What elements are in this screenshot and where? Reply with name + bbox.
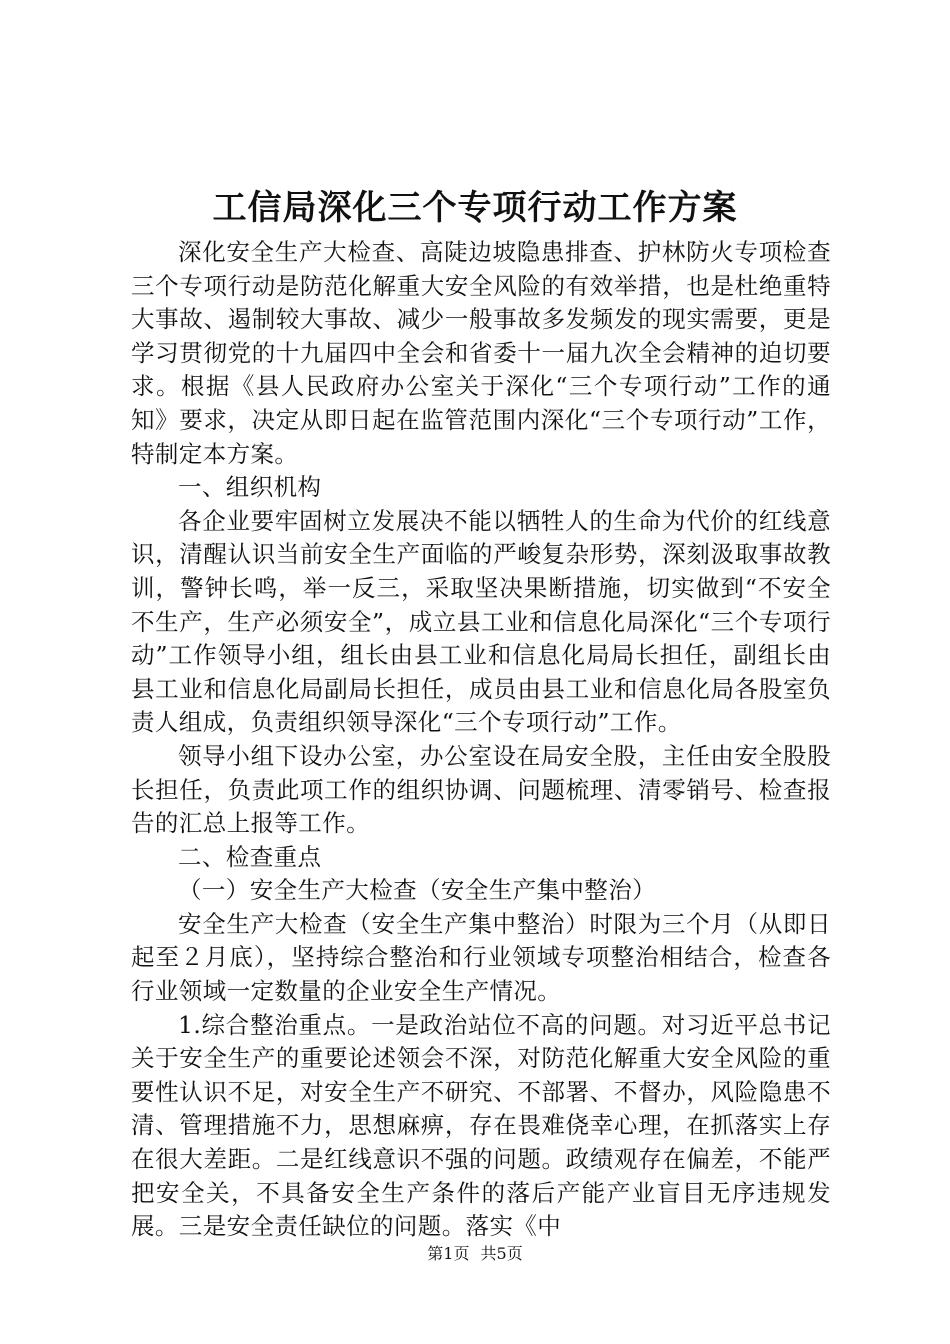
page-footer <box>0 1244 950 1264</box>
page-total: 共5页 <box>480 1244 523 1263</box>
intro-paragraph: 深化安全生产大检查、高陡边坡隐患排查、护林防火专项检查三个专项行动是防范化解重大安全风险的有效举措，也是杜绝重特大事故、遏制较大事故、减少一般事故多发频发的现实需要，更是学习贯彻党的十九届四中全会和省委十一届九次全会精神的迫切要求。根据《县人民政府办公室关于深化“三个专项行动”工作的通知》要求，决定从即日起在监管范围内深化“三个专项行动”工作，特制定本方案。 <box>131 238 831 468</box>
document-title: 工信局深化三个专项行动工作方案 <box>212 188 738 228</box>
page-number: 第1页 <box>427 1244 470 1263</box>
safety-check-paragraph: 安全生产大检查（安全生产集中整治）时限为三个月（从即日起至２月底），坚持综合整治和行业领域专项整治相结合，检查各行业领域一定数量的企业安全生产情况。 <box>131 909 831 1006</box>
organization-paragraph: 各企业要牢固树立发展决不能以牺牲人的生命为代价的红线意识，清醒认识当前安全生产面临的严峻复杂形势，深刻汲取事故教训，警钟长鸣，举一反三，采取坚决果断措施，切实做到“不安全不生产，生产必须安全”，成立县工业和信息化局深化“三个专项行动”工作领导小组，组长由县工业和信息化局局长担任，副组长由县工业和信息化局副局长担任，成员由县工业和信息化局各股室负责人组成，负责组织领导深化“三个专项行动”工作。 <box>131 506 831 737</box>
office-paragraph: 领导小组下设办公室，办公室设在局安全股，主任由安全股股长担任，负责此项工作的组织协调、问题梳理、清零销号、检查报告的汇总上报等工作。 <box>131 741 831 838</box>
document-body <box>131 236 831 1244</box>
section-heading-organization: 一、组织机构 <box>178 473 322 502</box>
focus-paragraph: 1.综合整治重点。一是政治站位不高的问题。对习近平总书记关于安全生产的重要论述领会不深，对防范化解重大安全风险的重要性认识不足，对安全生产不研究、不部署、不督办，风险隐患不清、管理措施不力，思想麻痹，存在畏难侥幸心理，在抓落实上存在很大差距。二是红线意识不强的问题。政绩观存在偏差，不能严把安全关，不具备安全生产条件的落后产能产业盲目无序违规发展。三是安全责任缺位的问题。落实《中 <box>131 1010 831 1241</box>
subsection-heading-safety-check: （一）安全生产大检查（安全生产集中整治） <box>178 876 656 905</box>
section-heading-inspection: 二、检查重点 <box>178 842 322 871</box>
